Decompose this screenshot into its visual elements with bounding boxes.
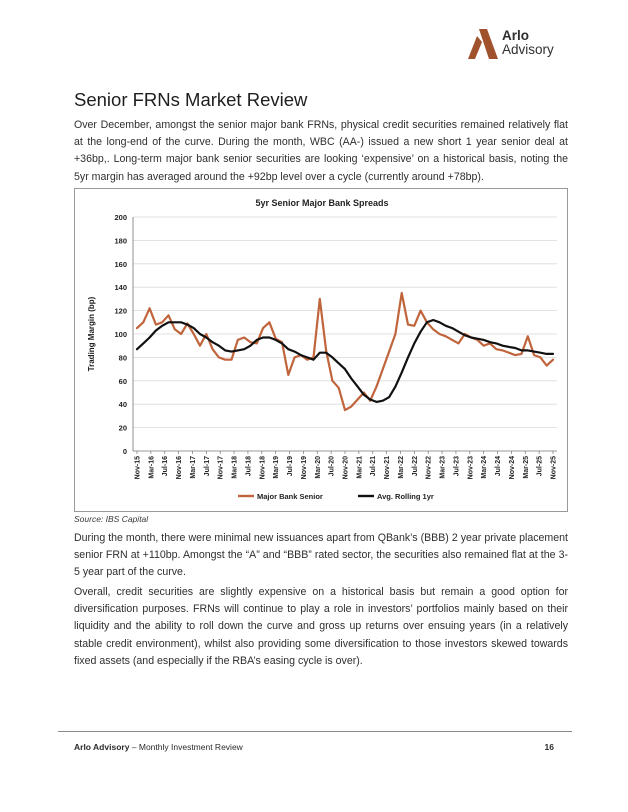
chart-axes: [133, 217, 557, 454]
y-tick-label: 120: [114, 306, 127, 316]
y-tick-label: 200: [114, 213, 127, 222]
x-tick-label: Jul-23: [453, 456, 461, 477]
x-tick-label: Nov-24: [508, 456, 516, 480]
brand-name-line2: Advisory: [502, 42, 554, 57]
footer-brand: Arlo Advisory: [74, 742, 130, 752]
footer-text: [74, 742, 243, 752]
chart-source: Source: IBS Capital: [74, 514, 149, 524]
x-tick-label: Jul-18: [245, 456, 253, 477]
y-tick-label: 0: [122, 447, 127, 456]
legend-label: Major Bank Senior: [257, 492, 323, 501]
x-tick-label: Jul-20: [328, 456, 336, 477]
x-tick-label: Nov-16: [176, 456, 184, 480]
x-tick-label: Jul-19: [287, 456, 295, 477]
x-tick-label: Mar-25: [522, 456, 530, 479]
x-tick-label: Nov-25: [550, 456, 558, 480]
x-tick-label: Nov-21: [384, 456, 392, 480]
chart-tick-labels: [114, 213, 557, 479]
y-tick-label: 80: [118, 353, 127, 363]
spreads-chart: [74, 188, 568, 512]
y-tick-label: 140: [114, 283, 127, 293]
issuance-paragraph: During the month, there were minimal new issuances apart from QBank’s (BBB) 2 year private placement senior FRN at +110bp. Amongst the “A” and “BBB” rated sector, the securities also remained flat at the 3-5 year part of the curve.: [74, 532, 568, 579]
brand-name-line1: Arlo: [502, 28, 529, 43]
x-tick-label: Mar-18: [231, 456, 239, 479]
x-tick-label: Mar-19: [273, 456, 281, 479]
outlook-paragraph: Overall, credit securities are slightly expensive on a historical basis but remain a good option for diversification purposes. FRNs will continue to play a role in investors’ portfolios mainly based on their liquidity and the ability to roll down the curve and gross up returns over ensuing years (in a relatively stable credit environment), whilst also providing some diversification to those investors skewed towards fixed assets (and especially if the RBA’s easing cycle is over).: [74, 586, 568, 667]
x-tick-label: Mar-24: [481, 456, 489, 479]
x-tick-label: Jul-24: [495, 456, 503, 477]
x-tick-label: Mar-16: [148, 456, 156, 479]
footer-separator: –: [129, 742, 139, 752]
x-tick-label: Jul-16: [162, 456, 170, 477]
x-tick-label: Nov-23: [467, 456, 475, 480]
footer-divider: [58, 731, 572, 732]
y-tick-label: 60: [118, 376, 127, 386]
intro-paragraph: Over December, amongst the senior major bank FRNs, physical credit securities remained relatively flat at the long-end of the curve. During the month, WBC (AA-) issued a new short 1 year senior deal at +36bp,. Long-term major bank senior securities are looking ‘expensive’ on a historical basis, noting the 5yr margin has averaged around the +92bp level over a cycle (currently around +78bp).: [74, 119, 568, 183]
chart-y-axis-label: Trading Margin (bp): [87, 296, 96, 372]
x-tick-label: Nov-18: [259, 456, 267, 480]
x-tick-label: Nov-22: [425, 456, 433, 480]
x-tick-label: Nov-20: [342, 456, 350, 480]
x-tick-label: Mar-22: [397, 456, 405, 479]
brand-name: [502, 29, 554, 57]
legend-label: Avg. Rolling 1yr: [377, 492, 434, 501]
x-tick-label: Nov-17: [217, 456, 225, 480]
brand-logo: [468, 26, 578, 66]
spreads-chart-svg: [75, 189, 569, 513]
y-tick-label: 100: [114, 330, 127, 339]
chart-legend: [238, 492, 434, 501]
x-tick-label: Nov-19: [300, 456, 308, 480]
x-tick-label: Jul-21: [370, 456, 378, 477]
footer-doc-title: Monthly Investment Review: [138, 742, 243, 752]
y-tick-label: 160: [114, 259, 127, 269]
chart-title: 5yr Senior Major Bank Spreads: [255, 198, 389, 208]
y-tick-label: 20: [118, 423, 127, 433]
x-tick-label: Mar-23: [439, 456, 447, 479]
x-tick-label: Mar-21: [356, 456, 364, 479]
arlo-logo-icon: [468, 28, 498, 60]
x-tick-label: Jul-22: [411, 456, 419, 477]
x-tick-label: Mar-17: [189, 456, 197, 479]
x-tick-label: Mar-20: [314, 456, 322, 479]
page-number: 16: [544, 742, 554, 752]
series-line-avg-rolling-1yr: [137, 320, 553, 402]
page-title: Senior FRNs Market Review: [74, 89, 308, 110]
chart-gridlines: [133, 217, 557, 428]
y-tick-label: 40: [118, 400, 127, 410]
x-tick-label: Nov-15: [134, 456, 142, 480]
y-tick-label: 180: [114, 236, 127, 246]
x-tick-label: Jul-25: [536, 456, 544, 477]
x-tick-label: Jul-17: [203, 456, 211, 477]
